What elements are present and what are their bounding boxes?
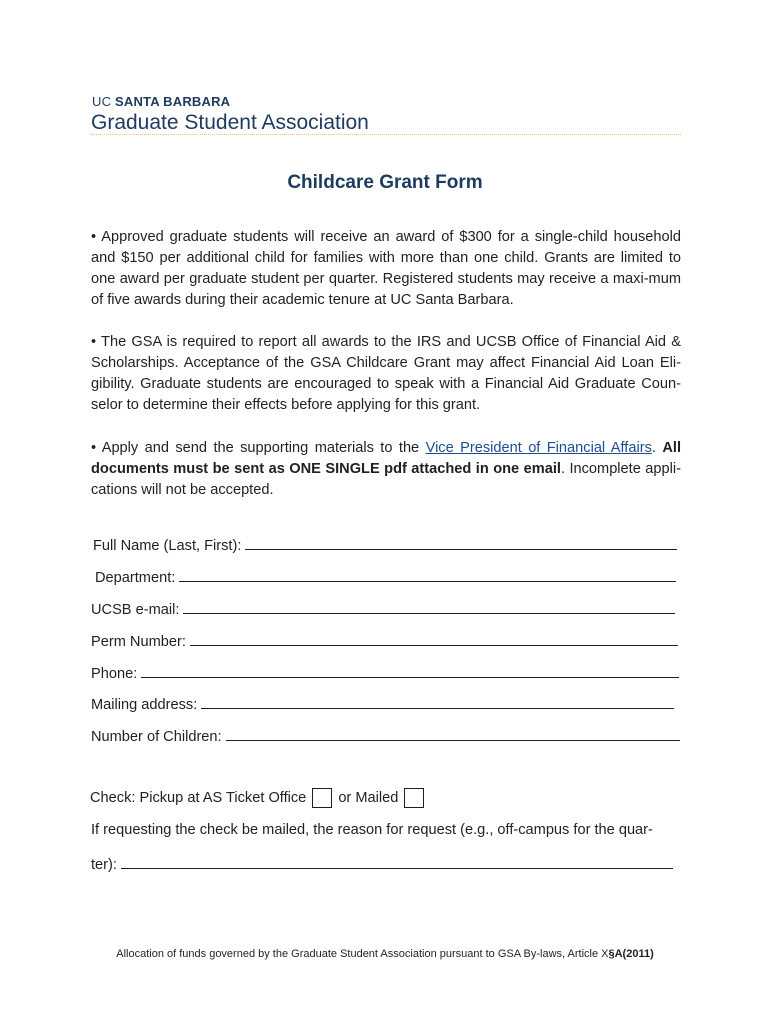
vp-financial-affairs-link[interactable]: Vice President of Financial Affairs: [425, 440, 652, 456]
email-line[interactable]: [183, 599, 675, 614]
number-of-children-label: Number of Children:: [91, 729, 222, 745]
email-field[interactable]: [91, 599, 675, 618]
uc-logo-small: [92, 94, 230, 109]
perm-number-line[interactable]: [190, 631, 678, 646]
footer-ref: §A(2011): [608, 948, 654, 960]
apply-mid: .: [651, 440, 663, 456]
full-name-field[interactable]: [93, 535, 677, 554]
full-name-line[interactable]: [245, 535, 677, 550]
mailed-reason-label: If requesting the check be mailed, the reason for request (e.g., off-campus for the quar-: [91, 822, 653, 838]
email-label: UCSB e-mail:: [91, 602, 180, 618]
number-of-children-field[interactable]: [91, 726, 680, 745]
mailed-reason-field[interactable]: [91, 854, 673, 873]
apply-tail: . Incomplete appli-cations will not be accepted.: [91, 461, 681, 498]
footer-text: Allocation of funds governed by the Graduate Student Association pursuant to GSA By-laws, Article X: [116, 948, 609, 960]
mailing-address-line[interactable]: [201, 694, 674, 709]
phone-line[interactable]: [141, 663, 679, 678]
mailed-reason-line[interactable]: [121, 854, 673, 869]
department-line[interactable]: [179, 567, 676, 582]
apply-lead: • Apply and send the supporting materials to the: [91, 440, 426, 456]
uc-text: UC: [92, 94, 112, 109]
mailing-address-field[interactable]: [91, 694, 674, 713]
check-delivery-row: [90, 788, 430, 808]
paragraph-award-info: • Approved graduate students will receive an award of $300 for a single-child household and $150 per additional child for families with more than one child. Grants are limited to one award per graduate student per quarter. Registered students may receive a maxi-mum of five awards during their academic tenure at UC Santa Barbara.: [91, 229, 681, 308]
apply-bold-note: All documents must be sent as ONE SINGLE pdf attached in one email: [91, 440, 681, 477]
mailed-reason-cont: ter):: [91, 857, 117, 873]
pickup-checkbox[interactable]: [312, 788, 332, 808]
phone-field[interactable]: [91, 663, 679, 682]
perm-number-label: Perm Number:: [91, 634, 186, 650]
department-field[interactable]: [95, 567, 676, 586]
org-name: Graduate Student Association: [91, 111, 369, 134]
phone-label: Phone:: [91, 666, 138, 682]
mailed-checkbox[interactable]: [404, 788, 424, 808]
mailed-label: or Mailed: [338, 790, 399, 806]
header-divider: [91, 134, 681, 135]
perm-number-field[interactable]: [91, 631, 678, 650]
pickup-label: Check: Pickup at AS Ticket Office: [90, 790, 307, 806]
footer-note: [0, 948, 770, 960]
mailing-address-label: Mailing address:: [91, 697, 198, 713]
paragraph-apply-instructions: [91, 438, 681, 501]
department-label: Department:: [95, 570, 176, 586]
paragraph-irs-reporting: • The GSA is required to report all awards to the IRS and UCSB Office of Financial Aid & Scholarships. Acceptance of the GSA Childcare Grant may affect Financial Aid Loan Eli-gibility. Graduate students are encouraged to speak with a Financial Aid Graduate Coun-selor to determine their effects before applying for this grant.: [91, 334, 681, 413]
page-title: Childcare Grant Form: [287, 172, 483, 193]
full-name-label: Full Name (Last, First):: [93, 538, 242, 554]
campus-text: SANTA BARBARA: [115, 94, 231, 109]
number-of-children-line[interactable]: [226, 726, 680, 741]
